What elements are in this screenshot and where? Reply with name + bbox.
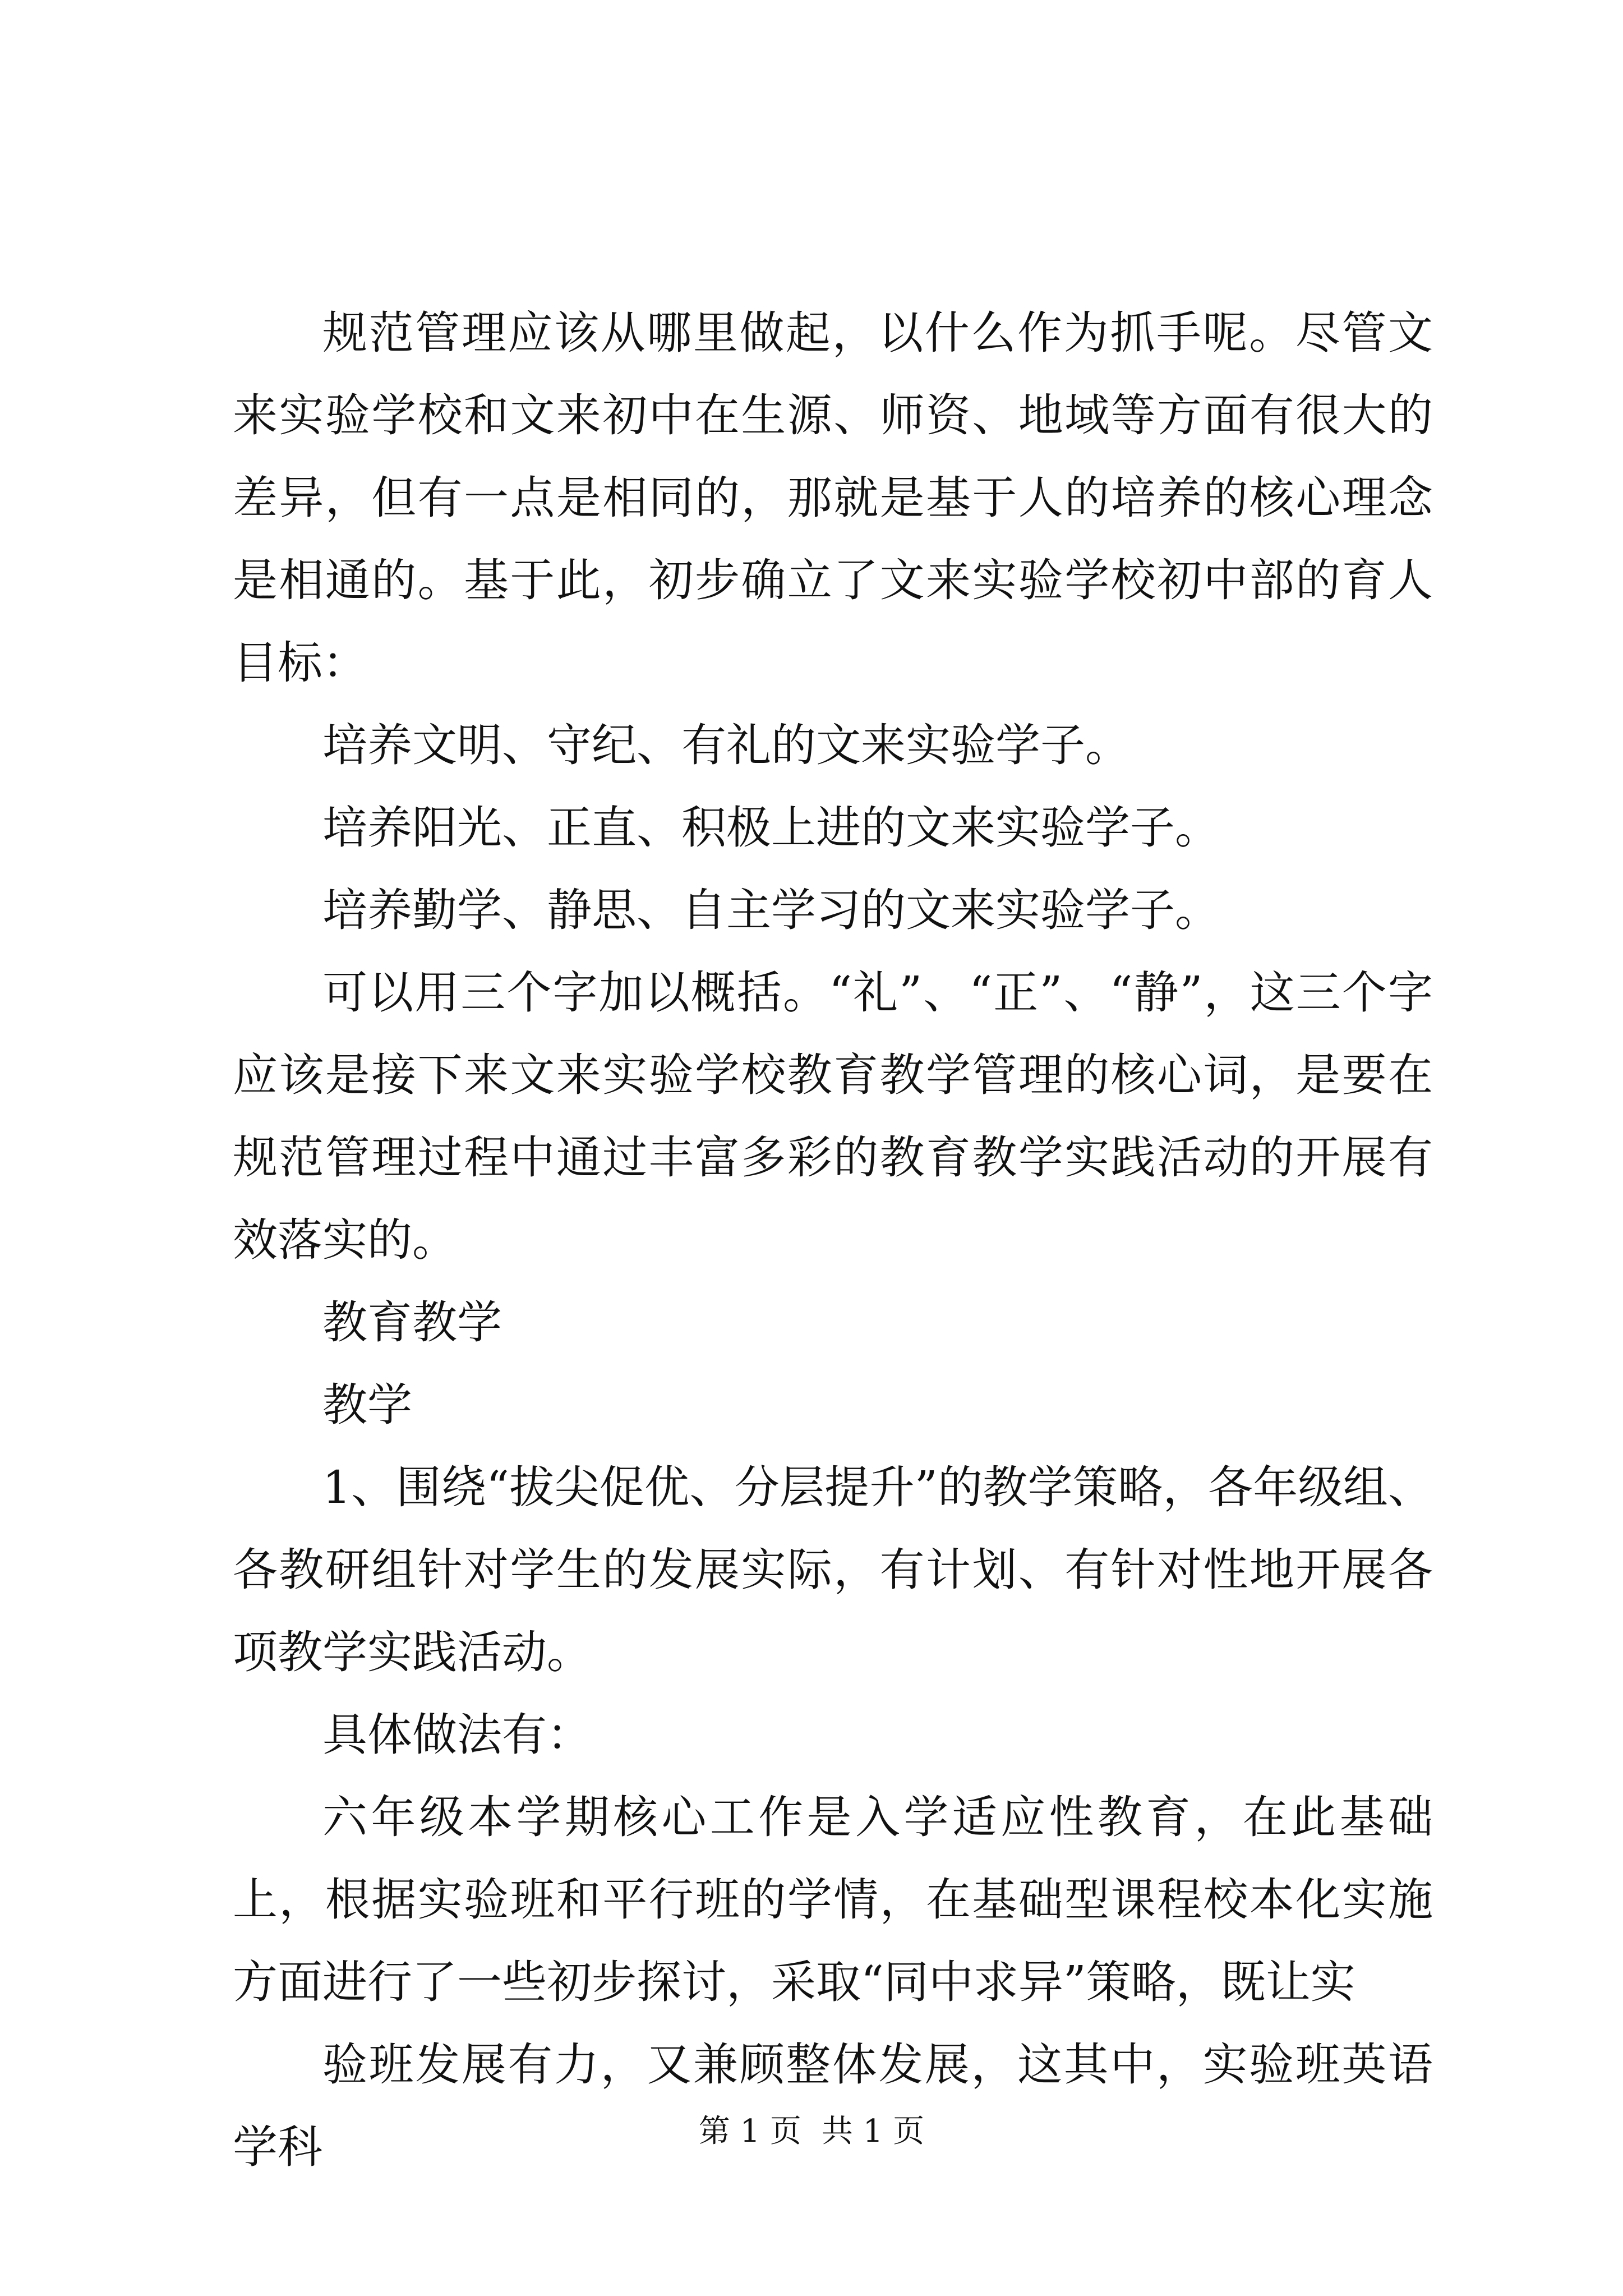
paragraph-specific-methods: 具体做法有： [322, 1709, 592, 1761]
paragraph-three-characters: 可以用三个字加以概括。“礼”、“正”、“静”，这三个字应该是接下来文来实验学校教育教学管理的核心词，是要在规范管理过程中通过丰富多彩的教育教学实践活动的开展有效落实的。 [233, 967, 1433, 1266]
paragraph-goal-diligent: 培养勤学、静思、自主学习的文来实验学子。 [322, 884, 1220, 936]
paragraph-grade-six: 六年级本学期核心工作是入学适应性教育，在此基础上，根据实验班和平行班的学情，在基础型课程校本化实施方面进行了一些初步探讨，采取“同中求异”策略，既让实 [233, 1791, 1433, 2008]
document-body [233, 292, 1433, 2188]
heading-education-teaching: 教育教学 [322, 1296, 502, 1349]
page-total: 共 1 页 [822, 2113, 925, 2150]
page-footer [0, 2109, 1623, 2154]
paragraph-norm-management: 规范管理应该从哪里做起，以什么作为抓手呢。尽管文来实验学校和文来初中在生源、师资、地域等方面有很大的差异，但有一点是相同的，那就是基于人的培养的核心理念是相通的。基于此，初步确立了文来实验学校初中部的育人目标： [233, 307, 1433, 689]
paragraph-experimental-class: 验班发展有力，又兼顾整体发展，这其中，实验班英语学科 [233, 2039, 1433, 2173]
paragraph-goal-civilized: 培养文明、守纪、有礼的文来实验学子。 [322, 719, 1130, 771]
paragraph-teaching-strategy: 1、围绕“拔尖促优、分层提升”的教学策略，各年级组、各教研组针对学生的发展实际，有计划、有针对性地开展各项教学实践活动。 [233, 1461, 1433, 1678]
page-number: 第 1 页 [698, 2113, 801, 2150]
heading-teaching: 教学 [322, 1379, 412, 1431]
paragraph-goal-sunny: 培养阳光、正直、积极上进的文来实验学子。 [322, 802, 1220, 854]
